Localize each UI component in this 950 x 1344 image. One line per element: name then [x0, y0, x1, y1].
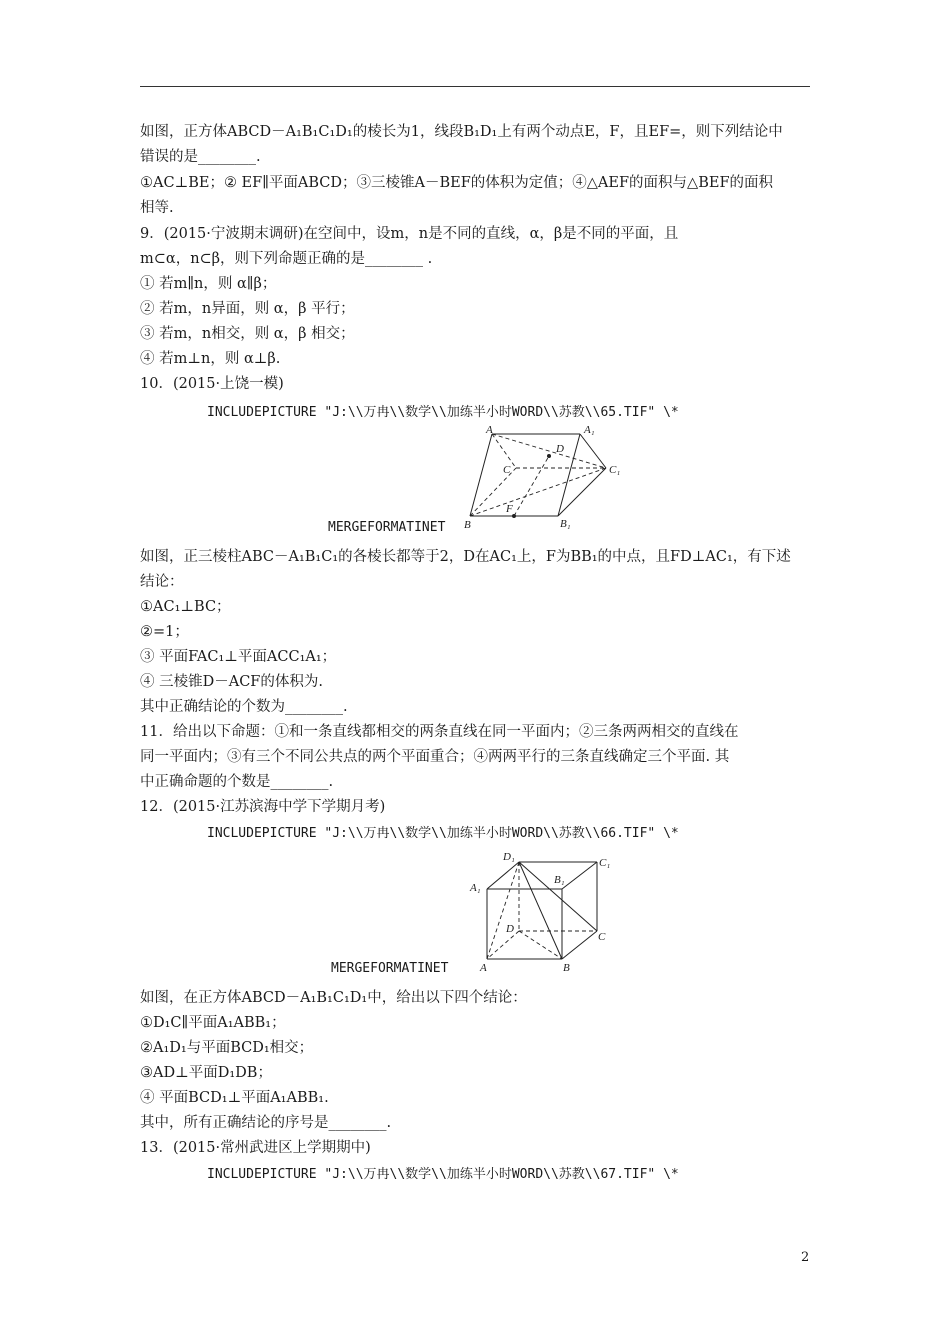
text-line: ①AC⊥BE；② EF∥平面ABCD；③三棱锥A－BEF的体积为定值；④△AEF的面积与△BEF的面积 [140, 175, 773, 191]
label-c: C [598, 931, 606, 943]
text-line: 相等. [140, 200, 174, 216]
label-c1: C₁ [599, 857, 611, 869]
text-line: 9．(2015·宁波期末调研)在空间中，设m，n是不同的直线，α，β是不同的平面，且 [140, 226, 679, 242]
label-a: A [486, 424, 493, 436]
page-number: 2 [801, 1250, 810, 1265]
field-code-line: INCLUDEPICTURE "J:\\万冉\\数学\\加练半小时WORD\\苏教\\66.TIF" \* [207, 826, 679, 841]
text-line: 如图，在正方体ABCD－A₁B₁C₁D₁中，给出以下四个结论： [140, 990, 527, 1006]
text-line: 13．(2015·常州武进区上学期期中) [140, 1140, 371, 1156]
label-d: D [506, 923, 514, 935]
label-b: B [464, 519, 471, 531]
text-line: 如图，正三棱柱ABC－A₁B₁C₁的各棱长都等于2，D在AC₁上，F为BB₁的中点，且FD⊥AC₁，有下述 [140, 549, 791, 565]
field-code-line: INCLUDEPICTURE "J:\\万冉\\数学\\加练半小时WORD\\苏教\\67.TIF" \* [207, 1167, 679, 1182]
text-line: 其中，所有正确结论的序号是________. [140, 1115, 392, 1131]
field-code-line: MERGEFORMATINET [331, 961, 449, 976]
text-line: 中正确命题的个数是________. [140, 774, 334, 790]
label-d1: D₁ [503, 851, 515, 863]
label-b1: B₁ [554, 874, 565, 886]
text-line: ②A₁D₁与平面BCD₁相交； [140, 1040, 314, 1056]
label-b: B [563, 962, 570, 974]
text-line: 同一平面内；③有三个不同公共点的两个平面重合；④两两平行的三条直线确定三个平面. 其 [140, 749, 730, 765]
text-line: ② 若m，n异面，则 α，β 平行； [140, 301, 355, 317]
cube-figure [466, 848, 626, 974]
text-line: ④ 三棱锥D－ACF的体积为. [140, 674, 323, 690]
header-rule [140, 86, 810, 87]
field-code-line: MERGEFORMATINET [328, 520, 446, 535]
text-line: 11．给出以下命题：①和一条直线都相交的两条直线在同一平面内；②三条两两相交的直线在 [140, 724, 739, 740]
text-line: 结论： [140, 574, 184, 590]
text-line: ① 若m∥n，则 α∥β； [140, 276, 277, 292]
text-line: ③ 平面FAC₁⊥平面ACC₁A₁； [140, 649, 337, 665]
text-line: 10．(2015·上饶一模) [140, 376, 284, 392]
label-c: C [503, 464, 511, 476]
point-d [547, 454, 551, 458]
label-a1: A₁ [470, 882, 481, 894]
text-line: 如图，正方体ABCD－A₁B₁C₁D₁的棱长为1，线段B₁D₁上有两个动点E，F，且EF=，则下列结论中 [140, 124, 783, 140]
label-a1: A₁ [584, 424, 595, 436]
text-line: ③AD⊥平面D₁DB； [140, 1065, 272, 1081]
field-code-line: INCLUDEPICTURE "J:\\万冉\\数学\\加练半小时WORD\\苏教\\65.TIF" \* [207, 405, 679, 420]
text-line: ③ 若m，n相交，则 α，β 相交； [140, 326, 355, 342]
text-line: ④ 若m⊥n，则 α⊥β. [140, 351, 281, 367]
text-line: 错误的是________. [140, 149, 261, 165]
text-line: 12．(2015·江苏滨海中学下学期月考) [140, 799, 386, 815]
text-line: ②=1； [140, 624, 189, 640]
label-d: D [556, 443, 564, 455]
text-line: ①D₁C∥平面A₁ABB₁； [140, 1015, 286, 1031]
label-f: F [506, 503, 513, 515]
text-line: ④ 平面BCD₁⊥平面A₁ABB₁. [140, 1090, 329, 1106]
prism-figure [460, 424, 630, 532]
label-c1: C₁ [609, 464, 621, 476]
text-line: ①AC₁⊥BC； [140, 599, 231, 615]
text-line: 其中正确结论的个数为________. [140, 699, 348, 715]
label-b1: B₁ [560, 518, 571, 530]
label-a: A [480, 962, 487, 974]
text-line: m⊂α，n⊂β，则下列命题正确的是________ . [140, 251, 433, 267]
